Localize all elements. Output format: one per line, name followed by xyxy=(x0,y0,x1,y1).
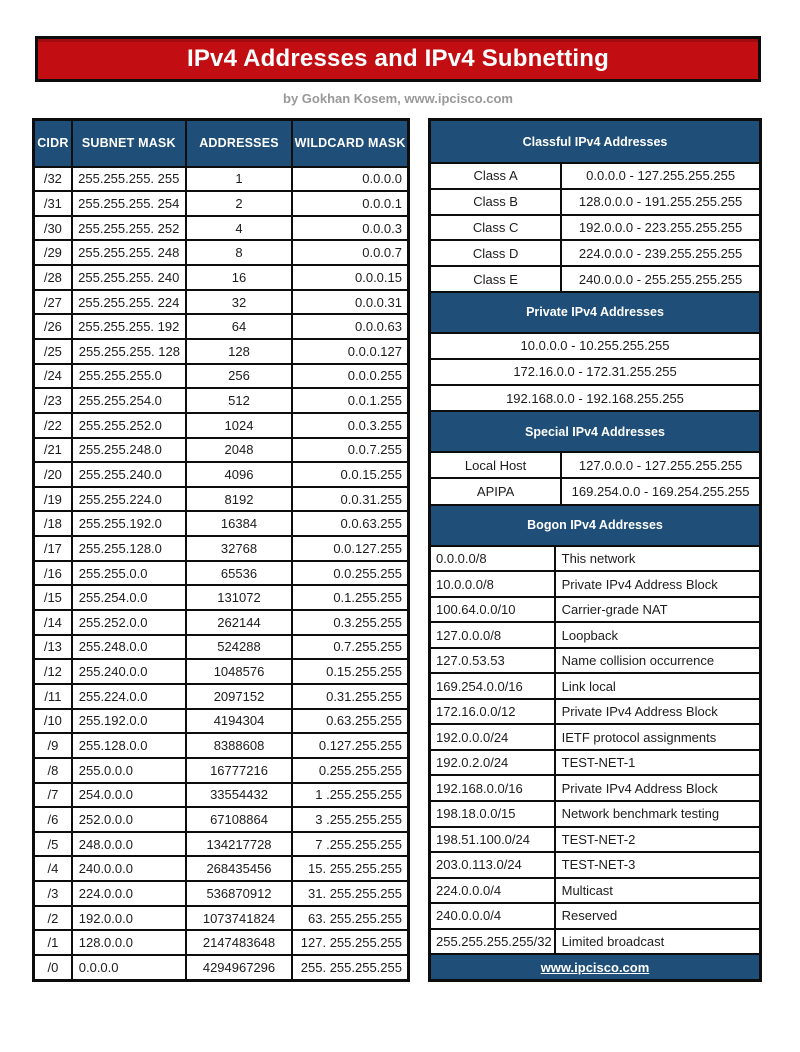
subnet-mask-cell: 255.255.255. 192 xyxy=(72,314,186,339)
subnet-mask-cell: 255.255.255. 255 xyxy=(72,167,186,192)
wildcard-mask-cell: 0.3.255.255 xyxy=(292,610,408,635)
addresses-cell: 131072 xyxy=(186,585,293,610)
bogon-description-cell: Loopback xyxy=(561,627,619,643)
wildcard-mask-cell: 0.0.0.31 xyxy=(292,290,408,315)
subnet-mask-cell: 255.255.254.0 xyxy=(72,388,186,413)
subnet-mask-cell: 255.252.0.0 xyxy=(72,610,186,635)
addresses-cell: 16384 xyxy=(186,511,293,536)
bogon-description-cell: TEST-NET-2 xyxy=(561,831,636,847)
subnet-mask-cell: 255.255.192.0 xyxy=(72,511,186,536)
cidr-cell: /21 xyxy=(34,438,72,463)
private-range-row: 192.168.0.0 - 192.168.255.255 xyxy=(506,390,684,406)
subnet-table-row xyxy=(34,462,409,487)
special-name-cell: APIPA xyxy=(431,479,562,503)
subnet-table-row xyxy=(34,487,409,512)
bogon-description-cell: Private IPv4 Address Block xyxy=(561,780,718,796)
subnet-table-row xyxy=(34,733,409,758)
bogon-row xyxy=(431,725,759,751)
cidr-cell: /11 xyxy=(34,684,72,709)
wildcard-mask-cell: 0.0.255.255 xyxy=(292,561,408,586)
subnet-mask-cell: 255.192.0.0 xyxy=(72,709,186,734)
addresses-cell: 2147483648 xyxy=(186,930,293,955)
bogon-description-cell: TEST-NET-1 xyxy=(561,755,636,771)
wildcard-mask-cell: 0.0.7.255 xyxy=(292,438,408,463)
wildcard-mask-cell: 1 .255.255.255 xyxy=(292,783,408,808)
right-panel xyxy=(428,118,762,982)
class-range-cell: 128.0.0.0 - 191.255.255.255 xyxy=(578,194,743,210)
class-name-cell: Class E xyxy=(431,267,562,291)
subnet-mask-cell: 255.255.255. 252 xyxy=(72,216,186,241)
addresses-cell: 2 xyxy=(186,191,293,216)
bogon-row xyxy=(431,930,759,954)
wildcard-mask-cell: 0.0.0.1 xyxy=(292,191,408,216)
cidr-cell: /20 xyxy=(34,462,72,487)
addresses-cell: 1048576 xyxy=(186,659,293,684)
special-range-cell: 169.254.0.0 - 169.254.255.255 xyxy=(571,484,750,500)
subnet-mask-cell: 255.255.255. 128 xyxy=(72,339,186,364)
classful-row xyxy=(431,190,759,216)
subnet-mask-cell: 255.255.255. 248 xyxy=(72,240,186,265)
private-range-row: 172.16.0.0 - 172.31.255.255 xyxy=(431,360,759,386)
footer-bar xyxy=(431,953,759,979)
addresses-cell: 33554432 xyxy=(186,783,293,808)
subnet-table-row xyxy=(34,191,409,216)
bogon-description-cell: Limited broadcast xyxy=(561,933,665,949)
footer-link[interactable]: www.ipcisco.com xyxy=(540,959,650,975)
cidr-cell: /23 xyxy=(34,388,72,413)
subnet-mask-cell: 252.0.0.0 xyxy=(72,807,186,832)
subnet-mask-cell: 255.255.255.0 xyxy=(72,364,186,389)
addresses-cell: 4294967296 xyxy=(186,955,293,981)
subnet-table-row xyxy=(34,659,409,684)
cidr-cell: /24 xyxy=(34,364,72,389)
classful-row xyxy=(431,216,759,242)
class-name-cell: Class C xyxy=(431,216,562,240)
wildcard-mask-cell: 0.0.0.63 xyxy=(292,314,408,339)
wildcard-mask-cell: 3 .255.255.255 xyxy=(292,807,408,832)
bogon-row xyxy=(431,879,759,905)
subnet-table-row xyxy=(34,807,409,832)
private-section-header: Private IPv4 Addresses xyxy=(431,291,759,334)
subnet-mask-cell: 0.0.0.0 xyxy=(72,955,186,981)
special-name-cell: Local Host xyxy=(431,453,562,477)
bogon-section-header: Bogon IPv4 Addresses xyxy=(431,504,759,547)
subnet-mask-cell: 255.240.0.0 xyxy=(72,659,186,684)
wildcard-mask-cell: 0.0.0.3 xyxy=(292,216,408,241)
bogon-prefix-cell: 255.255.255.255/32 xyxy=(431,930,556,954)
cidr-cell: /9 xyxy=(34,733,72,758)
addresses-cell: 32768 xyxy=(186,536,293,561)
wildcard-mask-cell: 7 .255.255.255 xyxy=(292,832,408,857)
addresses-cell: 256 xyxy=(186,364,293,389)
addresses-cell: 32 xyxy=(186,290,293,315)
addresses-cell: 8388608 xyxy=(186,733,293,758)
subnet-mask-cell: 255.224.0.0 xyxy=(72,684,186,709)
cidr-cell: /7 xyxy=(34,783,72,808)
subnet-table-row xyxy=(34,635,409,660)
cidr-cell: /29 xyxy=(34,240,72,265)
subnet-mask-cell: 128.0.0.0 xyxy=(72,930,186,955)
bogon-description-cell: Reserved xyxy=(561,908,618,924)
subnet-table-row xyxy=(34,216,409,241)
bogon-row xyxy=(431,751,759,777)
bogon-description-cell: IETF protocol assignments xyxy=(561,729,717,745)
bogon-description-cell: Private IPv4 Address Block xyxy=(561,576,718,592)
class-name-cell: Class A xyxy=(431,164,562,188)
cidr-cell: /2 xyxy=(34,906,72,931)
class-name-cell: Class B xyxy=(431,190,562,214)
addresses-cell: 4096 xyxy=(186,462,293,487)
bogon-prefix-cell: 172.16.0.0/12 xyxy=(431,700,556,724)
cidr-cell: /15 xyxy=(34,585,72,610)
cidr-cell: /25 xyxy=(34,339,72,364)
bogon-prefix-cell: 127.0.0.0/8 xyxy=(431,623,556,647)
class-range-cell: 224.0.0.0 - 239.255.255.255 xyxy=(578,245,743,261)
bogon-row xyxy=(431,572,759,598)
bogon-description-cell: Carrier-grade NAT xyxy=(561,602,668,618)
class-range-cell: 192.0.0.0 - 223.255.255.255 xyxy=(578,219,743,235)
subnet-table-row xyxy=(34,585,409,610)
private-section-rows xyxy=(431,334,759,410)
cidr-cell: /22 xyxy=(34,413,72,438)
bogon-prefix-cell: 198.51.100.0/24 xyxy=(431,828,556,852)
subnet-table-row xyxy=(34,438,409,463)
cidr-cell: /5 xyxy=(34,832,72,857)
wildcard-mask-cell: 0.1.255.255 xyxy=(292,585,408,610)
addresses-cell: 134217728 xyxy=(186,832,293,857)
subnet-mask-cell: 255.255.255. 224 xyxy=(72,290,186,315)
subnet-table xyxy=(32,118,410,982)
subnet-table-header-row xyxy=(34,120,409,167)
addresses-cell: 64 xyxy=(186,314,293,339)
cidr-cell: /4 xyxy=(34,856,72,881)
bogon-prefix-cell: 0.0.0.0/8 xyxy=(431,547,556,571)
bogon-prefix-cell: 169.254.0.0/16 xyxy=(431,674,556,698)
subnet-table-row xyxy=(34,610,409,635)
addresses-cell: 268435456 xyxy=(186,856,293,881)
addresses-cell: 128 xyxy=(186,339,293,364)
addresses-cell: 4194304 xyxy=(186,709,293,734)
addresses-cell: 1073741824 xyxy=(186,906,293,931)
column-header-addresses: ADDRESSES xyxy=(186,120,293,167)
subnet-table-row xyxy=(34,413,409,438)
subnet-mask-cell: 192.0.0.0 xyxy=(72,906,186,931)
cidr-cell: /27 xyxy=(34,290,72,315)
addresses-cell: 1 xyxy=(186,167,293,192)
classful-section-header: Classful IPv4 Addresses xyxy=(431,121,759,164)
bogon-prefix-cell: 198.18.0.0/15 xyxy=(431,802,556,826)
bogon-prefix-cell: 240.0.0.0/4 xyxy=(431,904,556,928)
subnet-table-row xyxy=(34,758,409,783)
subnet-mask-cell: 254.0.0.0 xyxy=(72,783,186,808)
addresses-cell: 16777216 xyxy=(186,758,293,783)
subnet-table-row xyxy=(34,881,409,906)
subnet-table-row xyxy=(34,511,409,536)
wildcard-mask-cell: 0.0.0.0 xyxy=(292,167,408,192)
bogon-row xyxy=(431,598,759,624)
bogon-prefix-cell: 192.168.0.0/16 xyxy=(431,776,556,800)
wildcard-mask-cell: 0.15.255.255 xyxy=(292,659,408,684)
subnet-mask-cell: 255.0.0.0 xyxy=(72,758,186,783)
classful-section-rows xyxy=(431,164,759,291)
page-title: IPv4 Addresses and IPv4 Subnetting xyxy=(186,45,610,72)
wildcard-mask-cell: 0.0.0.7 xyxy=(292,240,408,265)
bogon-prefix-cell: 100.64.0.0/10 xyxy=(431,598,556,622)
wildcard-mask-cell: 0.31.255.255 xyxy=(292,684,408,709)
cidr-cell: /26 xyxy=(34,314,72,339)
bogon-row xyxy=(431,623,759,649)
subnet-mask-cell: 255.255.0.0 xyxy=(72,561,186,586)
subnet-table-row xyxy=(34,364,409,389)
wildcard-mask-cell: 0.0.0.255 xyxy=(292,364,408,389)
subnet-mask-cell: 255.255.224.0 xyxy=(72,487,186,512)
wildcard-mask-cell: 0.0.63.255 xyxy=(292,511,408,536)
bogon-row xyxy=(431,802,759,828)
special-section-rows xyxy=(431,453,759,504)
wildcard-mask-cell: 0.0.0.127 xyxy=(292,339,408,364)
subnet-table-row xyxy=(34,167,409,192)
addresses-cell: 65536 xyxy=(186,561,293,586)
addresses-cell: 16 xyxy=(186,265,293,290)
wildcard-mask-cell: 0.7.255.255 xyxy=(292,635,408,660)
special-section-header: Special IPv4 Addresses xyxy=(431,410,759,453)
subnet-table-row xyxy=(34,536,409,561)
addresses-cell: 2097152 xyxy=(186,684,293,709)
private-range-row: 10.0.0.0 - 10.255.255.255 xyxy=(431,334,759,360)
cidr-cell: /32 xyxy=(34,167,72,192)
bogon-section-rows xyxy=(431,547,759,953)
bogon-row xyxy=(431,547,759,573)
cidr-cell: /18 xyxy=(34,511,72,536)
cidr-cell: /10 xyxy=(34,709,72,734)
addresses-cell: 4 xyxy=(186,216,293,241)
title-banner xyxy=(35,36,761,82)
subnet-mask-cell: 255.255.128.0 xyxy=(72,536,186,561)
addresses-cell: 1024 xyxy=(186,413,293,438)
addresses-cell: 8 xyxy=(186,240,293,265)
addresses-cell: 2048 xyxy=(186,438,293,463)
addresses-cell: 67108864 xyxy=(186,807,293,832)
subnet-table-row xyxy=(34,930,409,955)
cidr-cell: /28 xyxy=(34,265,72,290)
cidr-cell: /3 xyxy=(34,881,72,906)
cidr-cell: /12 xyxy=(34,659,72,684)
wildcard-mask-cell: 15. 255.255.255 xyxy=(292,856,408,881)
bogon-row xyxy=(431,828,759,854)
subnet-mask-cell: 255.255.252.0 xyxy=(72,413,186,438)
bogon-prefix-cell: 224.0.0.0/4 xyxy=(431,879,556,903)
addresses-cell: 8192 xyxy=(186,487,293,512)
wildcard-mask-cell: 0.0.1.255 xyxy=(292,388,408,413)
special-range-cell: 127.0.0.0 - 127.255.255.255 xyxy=(578,457,743,473)
classful-row xyxy=(431,241,759,267)
subnet-table-row xyxy=(34,388,409,413)
cidr-cell: /31 xyxy=(34,191,72,216)
bogon-description-cell: Link local xyxy=(561,678,616,694)
bogon-row xyxy=(431,700,759,726)
class-range-cell: 0.0.0.0 - 127.255.255.255 xyxy=(586,168,736,184)
wildcard-mask-cell: 63. 255.255.255 xyxy=(292,906,408,931)
bogon-prefix-cell: 192.0.2.0/24 xyxy=(431,751,556,775)
subnet-mask-cell: 240.0.0.0 xyxy=(72,856,186,881)
cidr-cell: /8 xyxy=(34,758,72,783)
addresses-cell: 524288 xyxy=(186,635,293,660)
bogon-prefix-cell: 203.0.113.0/24 xyxy=(431,853,556,877)
subnet-table-row xyxy=(34,290,409,315)
cidr-cell: /6 xyxy=(34,807,72,832)
cidr-cell: /19 xyxy=(34,487,72,512)
subnet-table-row xyxy=(34,240,409,265)
subnet-table-row xyxy=(34,955,409,981)
byline: by Gokhan Kosem, www.ipcisco.com xyxy=(283,91,513,106)
subnet-mask-cell: 255.248.0.0 xyxy=(72,635,186,660)
addresses-cell: 512 xyxy=(186,388,293,413)
wildcard-mask-cell: 255. 255.255.255 xyxy=(292,955,408,981)
subnet-table-row xyxy=(34,832,409,857)
subnet-table-row xyxy=(34,265,409,290)
cidr-cell: /0 xyxy=(34,955,72,981)
bogon-prefix-cell: 192.0.0.0/24 xyxy=(431,725,556,749)
cidr-cell: /30 xyxy=(34,216,72,241)
wildcard-mask-cell: 127. 255.255.255 xyxy=(292,930,408,955)
class-name-cell: Class D xyxy=(431,241,562,265)
subnet-table-row xyxy=(34,856,409,881)
bogon-prefix-cell: 10.0.0.0/8 xyxy=(431,572,556,596)
column-header-subnet-mask: SUBNET MASK xyxy=(72,120,186,167)
bogon-description-cell: This network xyxy=(561,551,636,567)
wildcard-mask-cell: 0.0.15.255 xyxy=(292,462,408,487)
cidr-cell: /1 xyxy=(34,930,72,955)
wildcard-mask-cell: 0.0.3.255 xyxy=(292,413,408,438)
subnet-table-row xyxy=(34,684,409,709)
bogon-description-cell: Multicast xyxy=(561,882,613,898)
classful-row xyxy=(431,267,759,291)
wildcard-mask-cell: 0.0.31.255 xyxy=(292,487,408,512)
wildcard-mask-cell: 0.255.255.255 xyxy=(292,758,408,783)
subnet-mask-cell: 255.255.255. 240 xyxy=(72,265,186,290)
subnet-mask-cell: 255.255.255. 254 xyxy=(72,191,186,216)
bogon-description-cell: Network benchmark testing xyxy=(561,806,720,822)
subnet-mask-cell: 255.255.240.0 xyxy=(72,462,186,487)
subnet-table-row xyxy=(34,339,409,364)
subnet-mask-cell: 224.0.0.0 xyxy=(72,881,186,906)
cidr-cell: /13 xyxy=(34,635,72,660)
subnet-mask-cell: 255.255.248.0 xyxy=(72,438,186,463)
bogon-row xyxy=(431,904,759,930)
cidr-cell: /16 xyxy=(34,561,72,586)
wildcard-mask-cell: 0.127.255.255 xyxy=(292,733,408,758)
addresses-cell: 262144 xyxy=(186,610,293,635)
subnet-mask-cell: 255.128.0.0 xyxy=(72,733,186,758)
addresses-cell: 536870912 xyxy=(186,881,293,906)
subnet-table-row xyxy=(34,709,409,734)
bogon-prefix-cell: 127.0.53.53 xyxy=(431,649,556,673)
bogon-row xyxy=(431,649,759,675)
subnet-table-row xyxy=(34,561,409,586)
special-row xyxy=(431,479,759,503)
bogon-description-cell: TEST-NET-3 xyxy=(561,857,636,873)
classful-row xyxy=(431,164,759,190)
subnet-table-row xyxy=(34,906,409,931)
subnet-mask-cell: 255.254.0.0 xyxy=(72,585,186,610)
bogon-row xyxy=(431,853,759,879)
column-header-cidr: CIDR xyxy=(34,120,72,167)
wildcard-mask-cell: 0.63.255.255 xyxy=(292,709,408,734)
special-row xyxy=(431,453,759,479)
wildcard-mask-cell: 31. 255.255.255 xyxy=(292,881,408,906)
subnet-mask-cell: 248.0.0.0 xyxy=(72,832,186,857)
subnet-table-row xyxy=(34,783,409,808)
cidr-cell: /17 xyxy=(34,536,72,561)
bogon-row xyxy=(431,674,759,700)
cidr-cell: /14 xyxy=(34,610,72,635)
subnet-table-row xyxy=(34,314,409,339)
bogon-description-cell: Private IPv4 Address Block xyxy=(561,704,718,720)
bogon-row xyxy=(431,776,759,802)
column-header-wildcard-mask: WILDCARD MASK xyxy=(292,120,408,167)
class-range-cell: 240.0.0.0 - 255.255.255.255 xyxy=(578,271,743,287)
wildcard-mask-cell: 0.0.0.15 xyxy=(292,265,408,290)
bogon-description-cell: Name collision occurrence xyxy=(561,653,715,669)
wildcard-mask-cell: 0.0.127.255 xyxy=(292,536,408,561)
